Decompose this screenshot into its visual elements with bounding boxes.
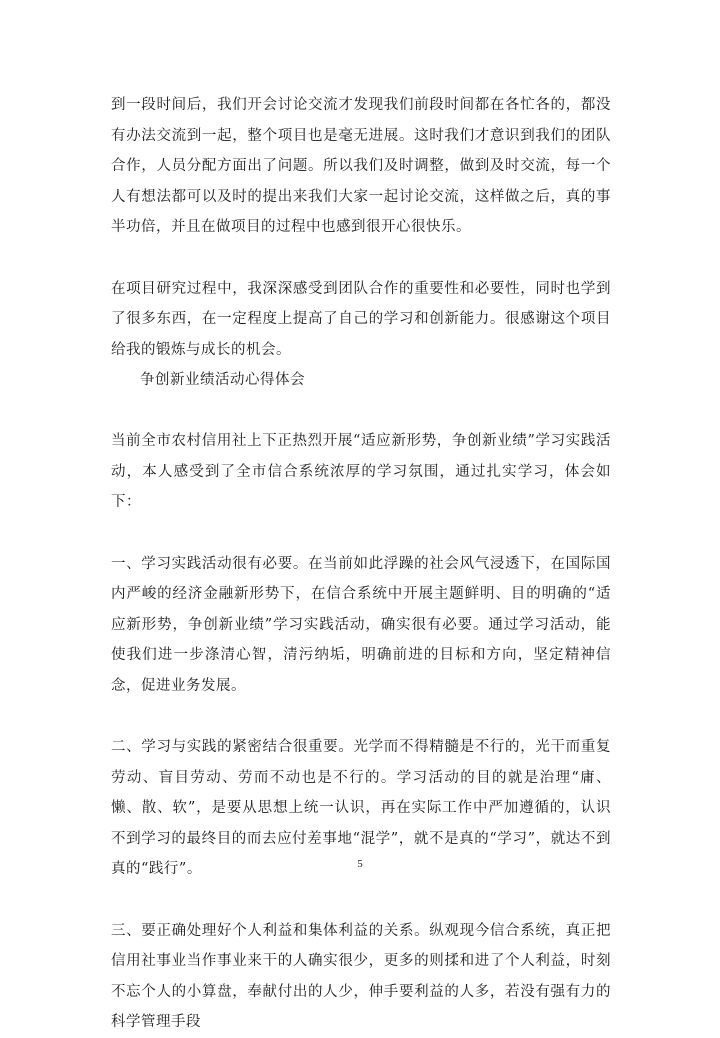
document-body <box>111 90 611 1038</box>
paragraph-project-reflection: 在项目研究过程中，我深深感受到团队合作的重要性和必要性，同时也学到了很多东西，在一定程度上提高了自己的学习和创新能力。很感谢这个项目给我的锻炼与成长的机会。 <box>111 280 611 358</box>
paragraph-spacer <box>111 518 611 549</box>
paragraph-spacer <box>111 243 611 274</box>
paragraph-team-cooperation: 到一段时间后，我们开会讨论交流才发现我们前段时间都在各忙各的，都没有办法交流到一起，整个项目也是毫无进展。这时我们才意识到我们的团队合作，人员分配方面出了问题。所以我们及时调整，做到及时交流，每一个人有想法都可以及时的提出来我们大家一起讨论交流，这样做之后，真的事半功倍，并且在做项目的过程中也感到很开心很快乐。 <box>111 97 611 235</box>
paragraph-spacer <box>111 885 611 916</box>
section-heading: 争创新业绩活动心得体会 <box>140 372 305 388</box>
paragraph-point-one: 一、学习实践活动很有必要。在当前如此浮躁的社会风气浸透下，在国际国内严峻的经济金融新形势下，在信合系统中开展主题鲜明、目的明确的“适应新形势，争创新业绩”学习实践活动，确实很有必要。通过学习活动，能使我们进一步涤清心智，清污纳垢，明确前进的目标和方向，坚定精神信念，促进业务发展。 <box>111 555 611 694</box>
paragraph-point-two: 二、学习与实践的紧密结合很重要。光学而不得精髓是不行的，光干而重复劳动、盲目劳动、劳而不动也是不行的。学习活动的目的就是治理“庸、懒、散、软”，是要从思想上统一认识，再在实际工作中严加遵循的，认识不到学习的最终目的而去应付差事地“混学”，就不是真的“学习”，就达不到真的“践行”。 <box>111 739 611 877</box>
page-number: 5 <box>357 858 363 870</box>
paragraph-spacer <box>111 701 611 732</box>
paragraph-spacer <box>111 395 611 426</box>
paragraph-point-three: 三、要正确处理好个人利益和集体利益的关系。纵观现今信合系统，真正把信用社事业当作事业来干的人确实很少，更多的则揉和进了个人利益，时刻不忘个人的小算盘，奉献付出的人少，伸手要利益的人多，若没有强有力的科学管理手段 <box>111 922 611 1030</box>
paragraph-intro: 当前全市农村信用社上下正热烈开展“适应新形势，争创新业绩”学习实践活动，本人感受到了全市信合系统浓厚的学习氛围，通过扎实学习，体会如下： <box>111 433 611 510</box>
